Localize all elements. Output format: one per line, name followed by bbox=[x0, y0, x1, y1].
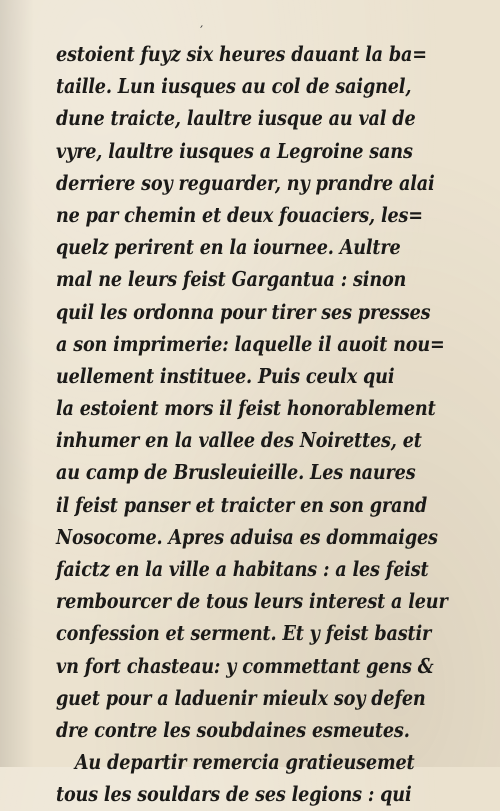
text-line: uellement instituee. Puis ceulx qui bbox=[56, 363, 395, 388]
text-line: taille. Lun iusques au col de saignel, bbox=[56, 74, 412, 99]
text-block bbox=[56, 38, 486, 811]
text-line: Nosocome. Apres aduisa es dommaiges bbox=[56, 524, 438, 549]
text-line: Au departir remercia gratieusemet bbox=[74, 750, 415, 775]
text-line: quil les ordonna pour tirer ses presses bbox=[56, 299, 431, 324]
text-line: guet pour a laduenir mieulx soy defen bbox=[56, 685, 426, 710]
top-mark: ′ bbox=[200, 24, 204, 40]
text-line: mal ne leurs feist Gargantua : sinon bbox=[56, 267, 407, 292]
text-line: tous les souldars de ses legions : qui bbox=[56, 782, 412, 807]
text-line: vyre, laultre iusques a Legroine sans bbox=[56, 138, 413, 163]
text-line: dune traicte, laultre iusque au val de bbox=[56, 106, 416, 131]
text-line: dre contre les soubdaines esmeutes. bbox=[56, 717, 410, 742]
text-line: estoient fuyz six heures dauant la ba= bbox=[56, 42, 427, 66]
text-line: inhumer en la vallee des Noirettes, et bbox=[56, 428, 422, 453]
text-line: il feist panser et traicter en son grand bbox=[56, 492, 428, 517]
text-line: au camp de Brusleuieille. Les naures bbox=[56, 460, 416, 485]
text-line: derriere soy reguarder, ny prandre alai bbox=[56, 170, 435, 195]
text-line: vn fort chasteau: y commettant gens & bbox=[56, 653, 434, 678]
text-line: ne par chemin et deux fouaciers, les= bbox=[56, 202, 423, 227]
page-gutter-shadow bbox=[0, 0, 34, 767]
text-line: rembourcer de tous leurs interest a leur bbox=[56, 589, 448, 614]
text-line: confession et serment. Et y feist bastir bbox=[56, 621, 432, 646]
text-line: quelz perirent en la iournee. Aultre bbox=[56, 235, 401, 260]
text-line: faictz en la ville a habitans : a les feist bbox=[56, 557, 429, 581]
text-line: la estoient mors il feist honorablement bbox=[56, 396, 436, 421]
text-line: a son imprimerie: laquelle il auoit nou= bbox=[56, 331, 445, 356]
